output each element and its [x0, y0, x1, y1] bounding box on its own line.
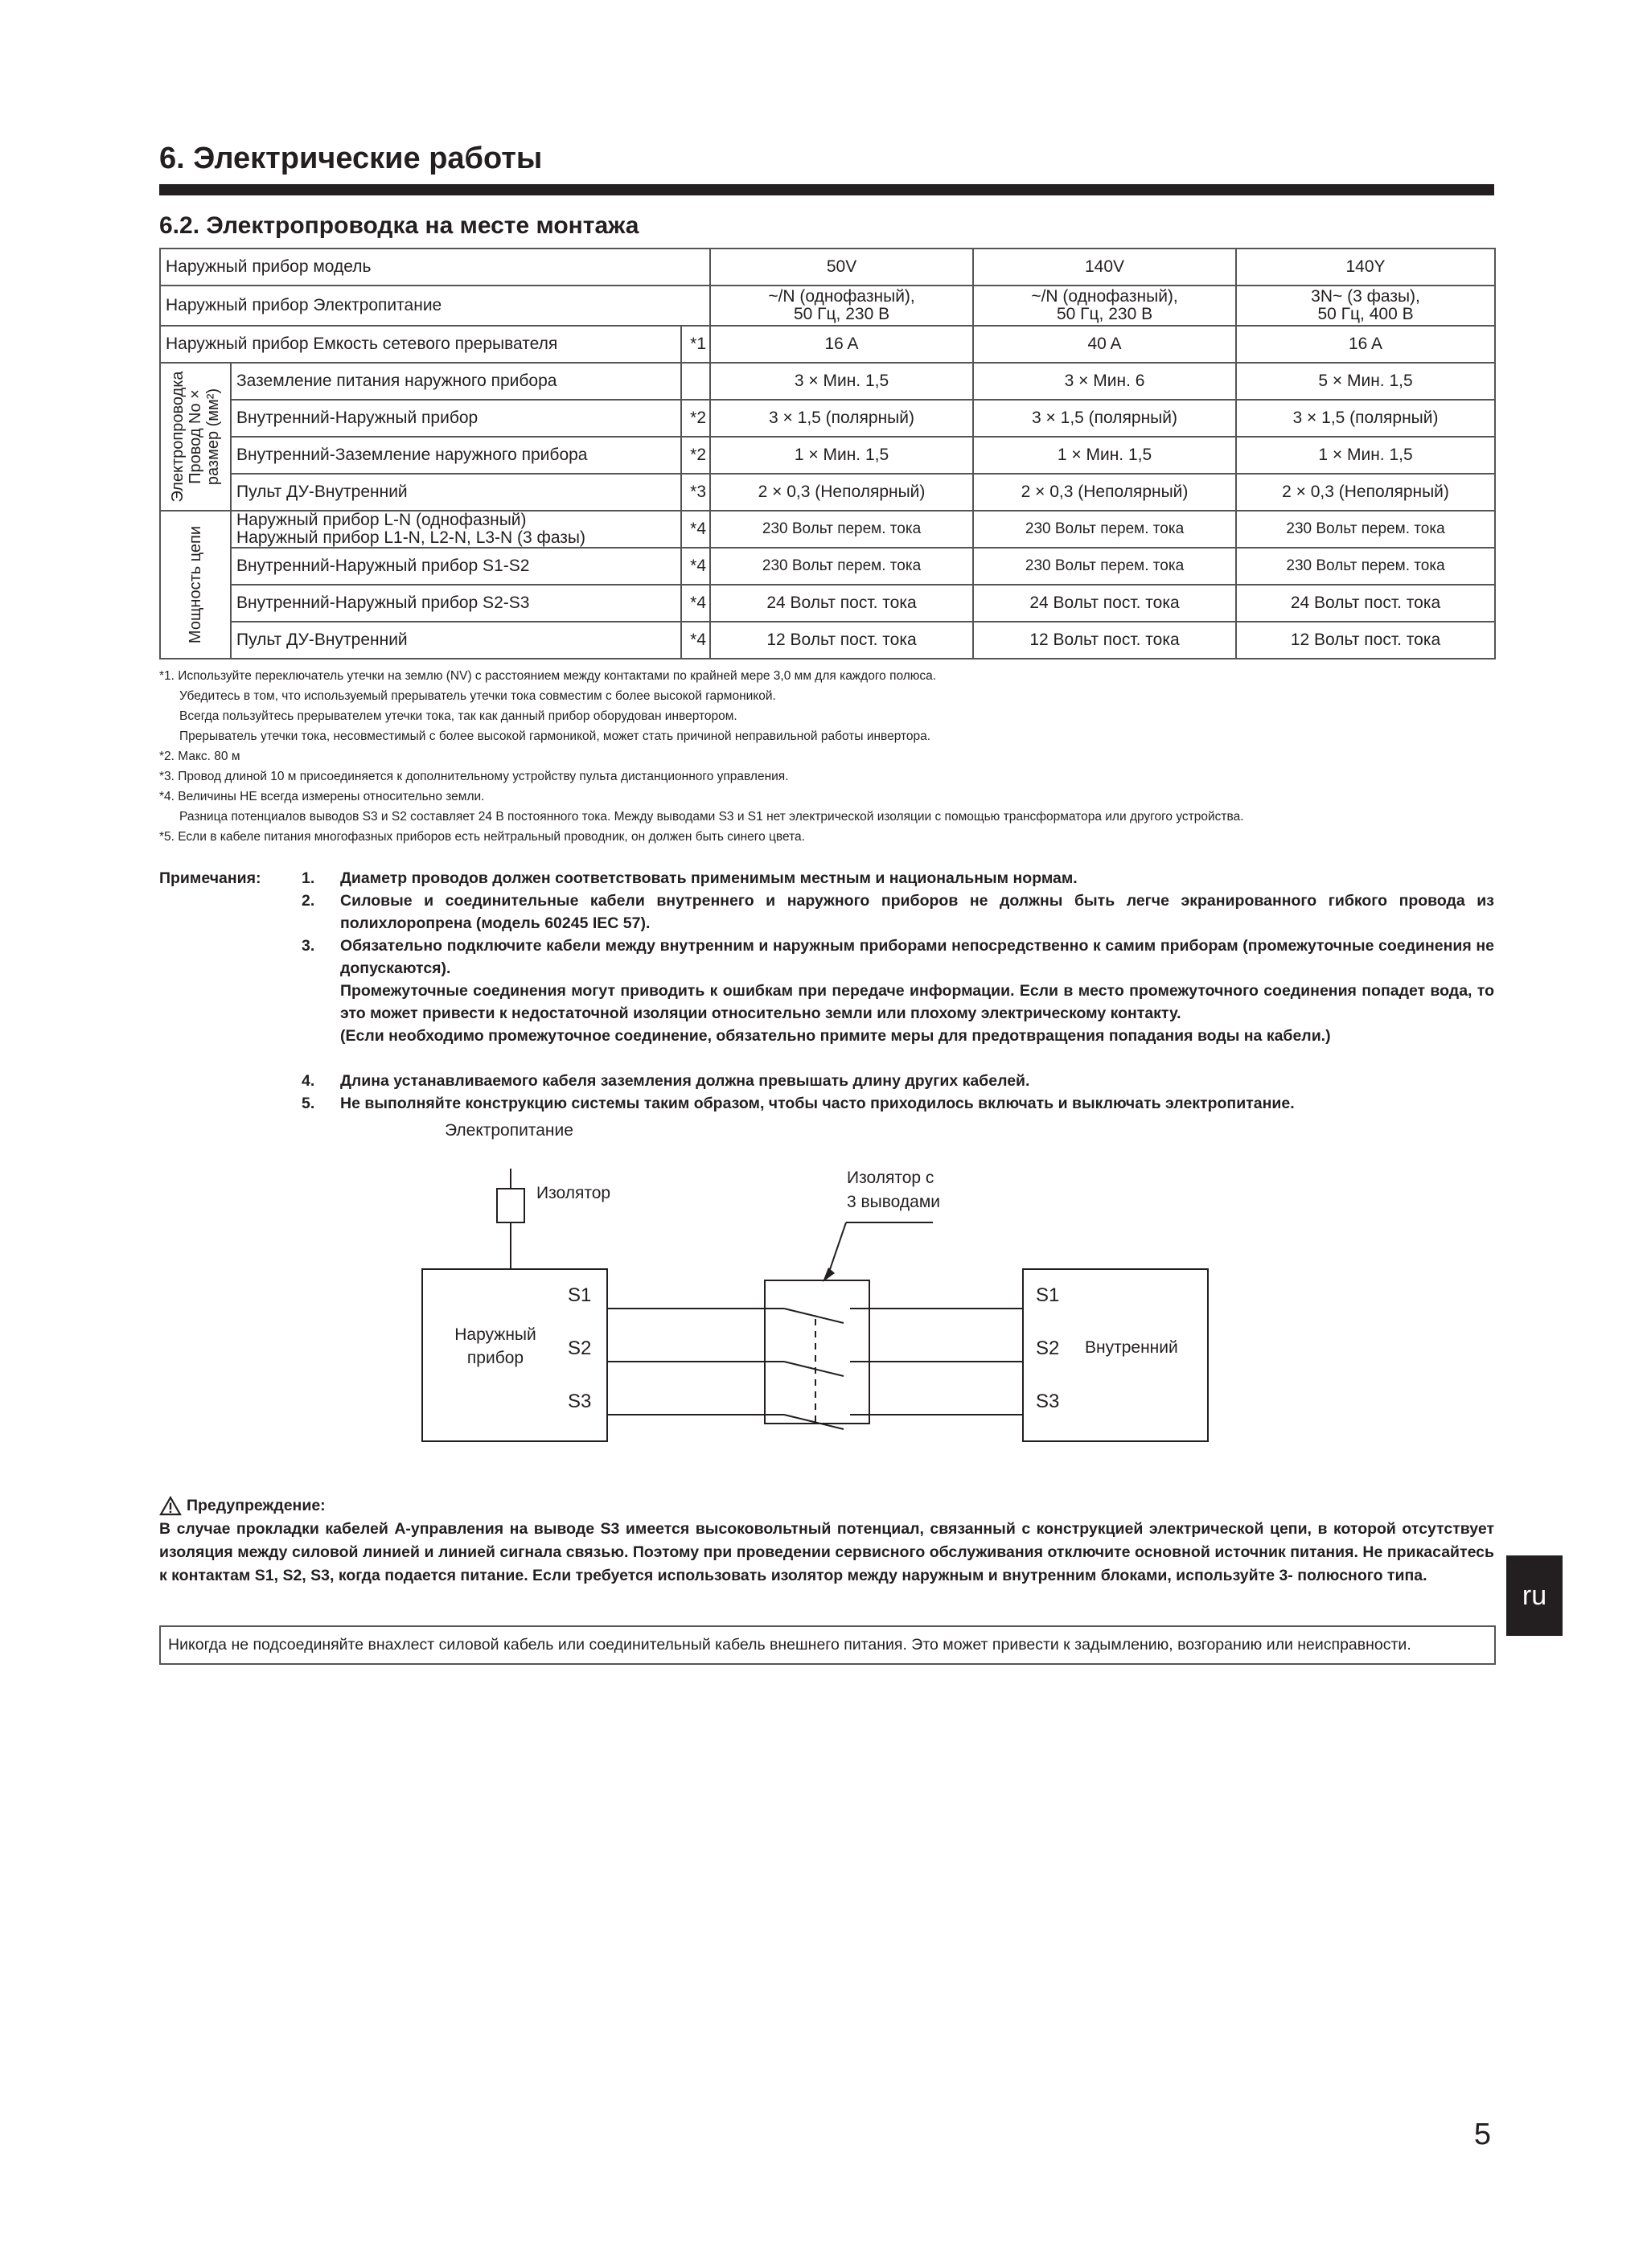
row-label: Наружный прибор Емкость сетевого прерывателя: [160, 326, 681, 363]
isolator-label: Изолятор: [536, 1184, 611, 1202]
footnote-line: *4. Величины НЕ всегда измерены относительно земли.: [159, 790, 485, 803]
row-note: *3: [681, 474, 710, 511]
row-note: *2: [681, 400, 710, 437]
note-number: 1.: [302, 869, 315, 887]
row-note: *2: [681, 437, 710, 474]
notes-label: Примечания:: [159, 869, 261, 887]
row-label: Пульт ДУ-Внутренний: [231, 622, 681, 659]
footnote-line: Убедитесь в том, что используемый прерыватель утечки тока совместим с более высокой гармоникой.: [179, 689, 776, 703]
isolator3-label-line2: 3 выводами: [847, 1193, 941, 1211]
cell-value-1: 3 × Мин. 6: [973, 363, 1236, 400]
three-pole-isolator: [765, 1280, 869, 1424]
footnote-line: Прерыватель утечки тока, несовместимый с более высокой гармоникой, может стать причиной неправильной работы инвертора.: [179, 729, 931, 743]
footnote-line: *1. Используйте переключатель утечки на землю (NV) с расстоянием между контактами по крайней мере 3,0 мм для каждого полюса.: [159, 669, 937, 683]
note-text: Обязательно подключите кабели между внутренним и наружным приборами непосредственно к самим приборам (промежуточные соединения не допускаются).: [340, 937, 1494, 977]
cell-value-2: 230 Вольт перем. тока: [1236, 548, 1495, 585]
cell-value-2: 5 × Мин. 1,5: [1236, 363, 1495, 400]
cell-value-2: 3 × 1,5 (полярный): [1236, 400, 1495, 437]
indoor-terminal-s3: S3: [1036, 1391, 1060, 1412]
power-value-2: 3N~ (3 фазы), 50 Гц, 400 В: [1236, 286, 1495, 326]
cell-value-1: 230 Вольт перем. тока: [973, 548, 1236, 585]
row-note: *4: [681, 511, 710, 548]
cell-value-1: 3 × 1,5 (полярный): [973, 400, 1236, 437]
power-value-0: ~/N (однофазный), 50 Гц, 230 В: [710, 286, 973, 326]
cell-value-1: 1 × Мин. 1,5: [973, 437, 1236, 474]
outdoor-unit-label-line1: Наружный: [454, 1325, 536, 1344]
row-label: Внутренний-Наружный прибор S2-S3: [231, 585, 681, 622]
subsection-title: 6.2. Электропроводка на месте монтажа: [159, 212, 639, 239]
outdoor-terminal-s2: S2: [568, 1337, 592, 1359]
footnote-line: Разница потенциалов выводов S3 и S2 составляет 24 В постоянного тока. Между выводами S3 и S1 нет электрической изоляции с помощью трансформатора или другого устройства.: [179, 810, 1244, 824]
cell-value-2: 1 × Мин. 1,5: [1236, 437, 1495, 474]
cell-value-0: 3 × Мин. 1,5: [710, 363, 973, 400]
note-text: Силовые и соединительные кабели внутреннего и наружного приборов не должны быть легче экранированного гибкого провода из полихлоропрена (модель 60245 IEC 57).: [340, 892, 1494, 932]
row-note: *4: [681, 585, 710, 622]
model-header-0: 50V: [710, 249, 973, 286]
row-label: Заземление питания наружного прибора: [231, 363, 681, 400]
row-label: Наружный прибор L-N (однофазный) Наружный прибор L1-N, L2-N, L3-N (3 фазы): [231, 511, 681, 548]
cell-value-2: 2 × 0,3 (Неполярный): [1236, 474, 1495, 511]
cell-value-2: 230 Вольт перем. тока: [1236, 511, 1495, 548]
cell-value-2: 12 Вольт пост. тока: [1236, 622, 1495, 659]
cell-value-0: 2 × 0,3 (Неполярный): [710, 474, 973, 511]
warning-triangle-icon: [159, 1496, 182, 1516]
model-header-2: 140Y: [1236, 249, 1495, 286]
note-text: Не выполняйте конструкцию системы таким образом, чтобы часто приходилось включать и выключать электропитание.: [340, 1095, 1295, 1112]
warning-text: В случае прокладки кабелей А-управления на выводе S3 имеется высоковольтный потенциал, связанный с конструкцией электрической цепи, в которой отсутствует изоляция между силовой линией и линией сигнала связью. Поэтому при проведении сервисного обслуживания отключите основной источник питания. Не прикасайтесь к контактам S1, S2, S3, когда подается питание. Если требуется использовать изолятор между наружным и внутренним блоками, используйте 3- полюсного типа.: [159, 1520, 1494, 1584]
cell-value-1: 2 × 0,3 (Неполярный): [973, 474, 1236, 511]
wiring-group-label-text: Электропроводка Провод No × размер (мм²): [169, 371, 222, 503]
outdoor-terminal-s1: S1: [568, 1284, 592, 1306]
cell-value-0: 3 × 1,5 (полярный): [710, 400, 973, 437]
section-title: 6. Электрические работы: [159, 142, 543, 175]
language-tab: ru: [1506, 1555, 1563, 1636]
row-note: *1: [681, 326, 710, 363]
isolator3-label-line1: Изолятор с: [847, 1169, 934, 1187]
note-text: (Если необходимо промежуточное соединение, обязательно примите меры для предотвращения попадания воды на кабели.): [340, 1027, 1331, 1045]
cell-value-0: 230 Вольт перем. тока: [710, 548, 973, 585]
footnote-line: Всегда пользуйтесь прерывателем утечки тока, так как данный прибор оборудован инвертором.: [179, 709, 737, 723]
note-text: Промежуточные соединения могут приводить к ошибкам при передаче информации. Если в место промежуточного соединения попадет вода, то это может привести к недостаточной изоляции относительно земли или плохому электрическому контакту.: [340, 982, 1494, 1022]
row-label: Пульт ДУ-Внутренний: [231, 474, 681, 511]
row-label: Внутренний-Заземление наружного прибора: [231, 437, 681, 474]
cell-value-0: 1 × Мин. 1,5: [710, 437, 973, 474]
cell-value-0: 24 Вольт пост. тока: [710, 585, 973, 622]
model-header-1: 140V: [973, 249, 1236, 286]
cell-value-1: 24 Вольт пост. тока: [973, 585, 1236, 622]
power-label: Электропитание: [445, 1121, 573, 1140]
footnote-line: *3. Провод длиной 10 м присоединяется к дополнительному устройству пульта дистанционного управления.: [159, 770, 789, 783]
warning-block: [159, 1494, 1494, 1588]
breaker-value-0: 16 A: [710, 326, 973, 363]
footnote-line: *5. Если в кабеле питания многофазных приборов есть нейтральный проводник, он должен быть синего цвета.: [159, 830, 805, 844]
warning-heading-text: Предупреждение:: [187, 1497, 326, 1514]
caution-box: Никогда не подсоединяйте внахлест силовой кабель или соединительный кабель внешнего питания. Это может привести к задымлению, возгоранию или неисправности.: [159, 1625, 1496, 1665]
row-label: Наружный прибор Электропитание: [160, 286, 710, 326]
outdoor-terminal-s3: S3: [568, 1391, 592, 1412]
note-number: 2.: [302, 892, 315, 910]
row-note: *4: [681, 622, 710, 659]
power-value-1: ~/N (однофазный), 50 Гц, 230 В: [973, 286, 1236, 326]
cell-value-1: 230 Вольт перем. тока: [973, 511, 1236, 548]
warning-heading: [159, 1494, 1494, 1518]
cell-value-0: 12 Вольт пост. тока: [710, 622, 973, 659]
indoor-unit-label: Внутренний: [1085, 1338, 1178, 1357]
page-number: 5: [1473, 2118, 1491, 2151]
breaker-value-1: 40 A: [973, 326, 1236, 363]
row-label: Внутренний-Наружный прибор: [231, 400, 681, 437]
row-note: *4: [681, 548, 710, 585]
note-number: 4.: [302, 1072, 315, 1090]
indoor-terminal-s1: S1: [1036, 1284, 1060, 1306]
footnote-line: *2. Макс. 80 м: [159, 750, 240, 763]
cell-value-2: 24 Вольт пост. тока: [1236, 585, 1495, 622]
row-label: Наружный прибор модель: [160, 249, 710, 286]
breaker-value-2: 16 A: [1236, 326, 1495, 363]
circuit-group-label-text: Мощность цепи: [187, 525, 204, 644]
note-number: 3.: [302, 937, 315, 955]
indoor-terminal-s2: S2: [1036, 1337, 1060, 1359]
cell-value-0: 230 Вольт перем. тока: [710, 511, 973, 548]
cell-value-1: 12 Вольт пост. тока: [973, 622, 1236, 659]
note-number: 5.: [302, 1095, 315, 1112]
note-text: Длина устанавливаемого кабеля заземления должна превышать длину других кабелей.: [340, 1072, 1030, 1090]
outdoor-unit-label-line2: прибор: [466, 1349, 524, 1367]
note-text: Диаметр проводов должен соответствовать применимым местным и национальным нормам.: [340, 869, 1078, 887]
row-label: Внутренний-Наружный прибор S1-S2: [231, 548, 681, 585]
